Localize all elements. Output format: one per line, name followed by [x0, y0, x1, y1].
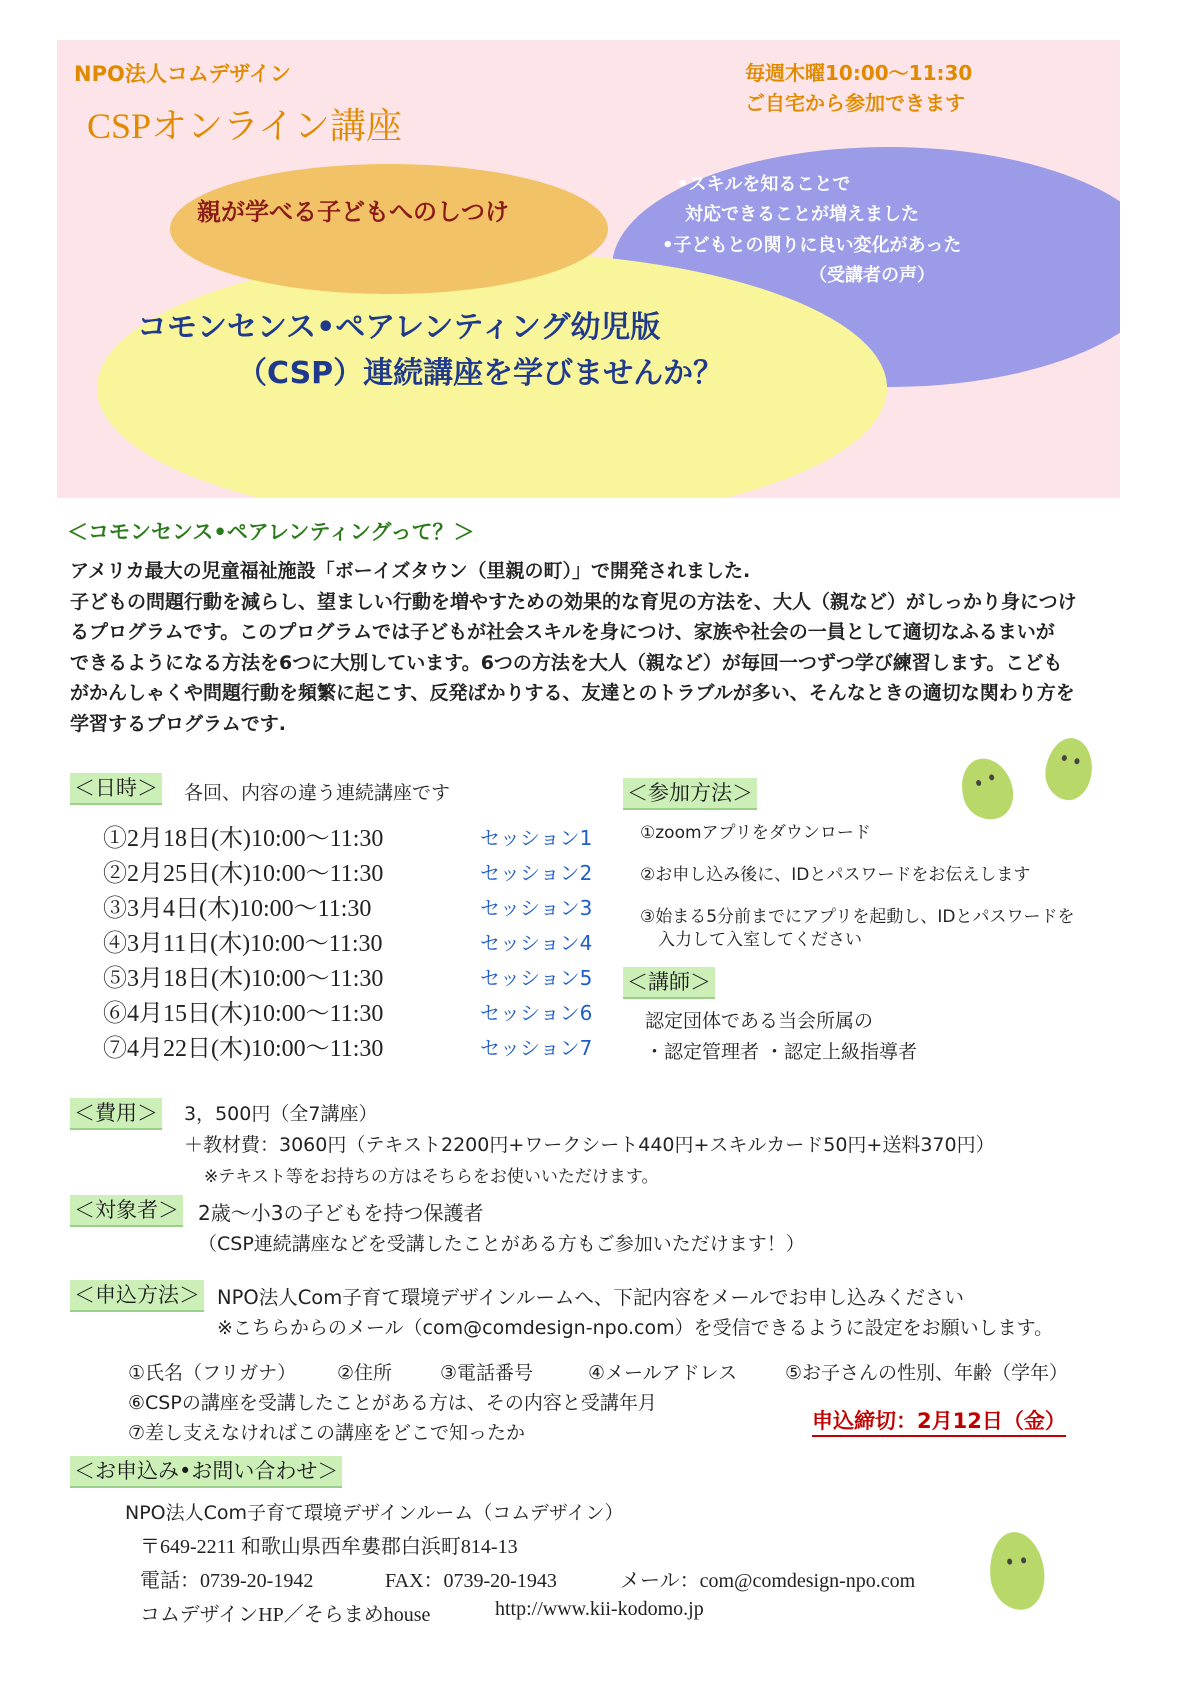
headline-line2: （CSP）連続講座を学びませんか？ [237, 356, 724, 391]
session-date: ③3月4日(木)10:00～11:30 [103, 896, 372, 922]
about-paragraph [70, 556, 1120, 739]
target-line: 2歳～小3の子どもを持つ保護者 [198, 1201, 484, 1225]
about-line: るプログラムです。このプログラムでは子どもが社会スキルを身につけ、家族や社会の一員として適切なふるまいが [70, 621, 1055, 643]
participation-tag: ＜参加方法＞ [623, 778, 757, 810]
about-line: アメリカ最大の児童福祉施設「ボーイズタウン（里親の町）」で開発されました. [70, 560, 751, 582]
session-label: セッション5 [480, 966, 593, 990]
contact-address: 〒649-2211 和歌山県西牟婁郡白浜町814-13 [140, 1536, 518, 1558]
instructor-tag: ＜講師＞ [623, 967, 715, 999]
contact-hp-label: コムデザインHP／そらまめhouse [140, 1604, 431, 1626]
bean-character-icon [1041, 734, 1097, 803]
about-line: 子どもの問題行動を減らし、望ましい行動を増やすための効果的な育児の方法を、大人（親など）がしっかり身につけ [70, 590, 1077, 613]
instructor-line: 認定団体である当会所属の [645, 1010, 874, 1032]
apply-item: ⑦差し支えなければこの講座をどこで知ったか [128, 1422, 526, 1444]
apply-item: ①氏名（フリガナ） [128, 1362, 297, 1384]
apply-item: ②住所 [337, 1362, 393, 1384]
fee-materials: ＋教材費：3060円（テキスト2200円+ワークシート440円+スキルカード50円+送料370円） [184, 1134, 995, 1156]
session-date: ①2月18日(木)10:00～11:30 [103, 826, 384, 852]
about-line: できるようになる方法を6つに大別しています。6つの方法を大人（親など）が毎回一つずつ学び練習します。こども [70, 651, 1063, 674]
participation-step: ①zoomアプリをダウンロード [640, 823, 871, 843]
voice-line: •スキルを知ることで [677, 174, 851, 195]
schedule-tag: ＜日時＞ [70, 773, 162, 805]
session-label: セッション6 [480, 1001, 593, 1025]
session-label: セッション1 [480, 826, 593, 850]
contact-tel: 電話：0739-20-1942 [140, 1570, 314, 1592]
deadline: 申込締切：2月12日（金） [812, 1405, 1066, 1437]
target-tag: ＜対象者＞ [70, 1195, 183, 1227]
voice-line: •子どもとの関りに良い変化があった [662, 235, 962, 256]
contact-hp-link[interactable]: http://www.kii-kodomo.jp [495, 1598, 704, 1620]
apply-item: ④メールアドレス [588, 1362, 738, 1384]
tagline: 親が学べる子どもへのしつけ [197, 198, 509, 226]
target-note: （CSP連続講座などを受講したことがある方もご参加いただけます！） [198, 1233, 805, 1255]
contact-mail[interactable]: メール：com@comdesign-npo.com [620, 1570, 916, 1592]
apply-item: ⑥CSPの講座を受講したことがある方は、その内容と受講年月 [128, 1392, 657, 1414]
schedule-note: 各回、内容の違う連続講座です [184, 782, 451, 804]
session-date: ②2月25日(木)10:00～11:30 [103, 861, 384, 887]
session-date: ⑦4月22日(木)10:00～11:30 [103, 1036, 384, 1062]
voice-line: 対応できることが増えました [685, 204, 919, 225]
bean-character-icon [955, 753, 1019, 826]
headline-line1: コモンセンス•ペアレンティング幼児版 [137, 310, 661, 345]
apply-note: ※こちらからのメール（com@comdesign-npo.com）を受信できるように設定をお願いします。 [217, 1317, 1054, 1339]
session-date: ⑤3月18日(木)10:00～11:30 [103, 966, 384, 992]
about-line: 学習するプログラムです. [70, 712, 287, 735]
fee-note: ※テキスト等をお持ちの方はそちらをお使いいただけます。 [204, 1167, 659, 1187]
apply-item: ⑤お子さんの性別、年齢（学年） [785, 1362, 1069, 1384]
instructor-line: ・認定管理者 ・認定上級指導者 [645, 1041, 918, 1063]
session-label: セッション2 [480, 861, 593, 885]
session-date: ④3月11日(木)10:00～11:30 [103, 931, 383, 957]
fee-base: 3，500円（全7講座） [184, 1103, 378, 1125]
participation-step: ③始まる5分前までにアプリを起動し、IDとパスワードを [640, 907, 1075, 927]
apply-line: NPO法人Com子育て環境デザインルームへ、下記内容をメールでお申し込みください [217, 1286, 964, 1309]
session-date: ⑥4月15日(木)10:00～11:30 [103, 1001, 384, 1027]
apply-tag: ＜申込方法＞ [70, 1280, 204, 1312]
contact-fax: FAX：0739-20-1943 [385, 1570, 557, 1592]
apply-item: ③電話番号 [440, 1362, 534, 1384]
contact-org: NPO法人Com子育て環境デザインルーム（コムデザイン） [125, 1502, 624, 1524]
header-banner [57, 40, 1120, 498]
tagline-ellipse [170, 164, 608, 294]
participation-step: 入力して入室してください [658, 930, 862, 950]
session-label: セッション7 [480, 1036, 593, 1060]
org-name: NPO法人コムデザイン [74, 62, 291, 86]
home-participation: ご自宅から参加できます [745, 91, 965, 115]
session-label: セッション3 [480, 896, 593, 920]
about-line: がかんしゃくや問題行動を頻繁に起こす、反発ばかりする、友達とのトラブルが多い、そんなときの適切な関わり方を [70, 682, 1075, 704]
about-heading: ＜コモンセンス•ペアレンティングって？＞ [67, 520, 475, 544]
voice-attribution: （受講者の声） [809, 265, 935, 286]
bean-character-icon [987, 1530, 1048, 1612]
participation-step: ②お申し込み後に、IDとパスワードをお伝えします [640, 865, 1031, 885]
schedule-summary: 毎週木曜10:00～11:30 [745, 61, 973, 85]
page-title: CSPオンライン講座 [87, 106, 402, 146]
fee-tag: ＜費用＞ [70, 1098, 162, 1130]
session-label: セッション4 [480, 931, 593, 955]
contact-tag: ＜お申込み•お問い合わせ＞ [70, 1456, 342, 1488]
